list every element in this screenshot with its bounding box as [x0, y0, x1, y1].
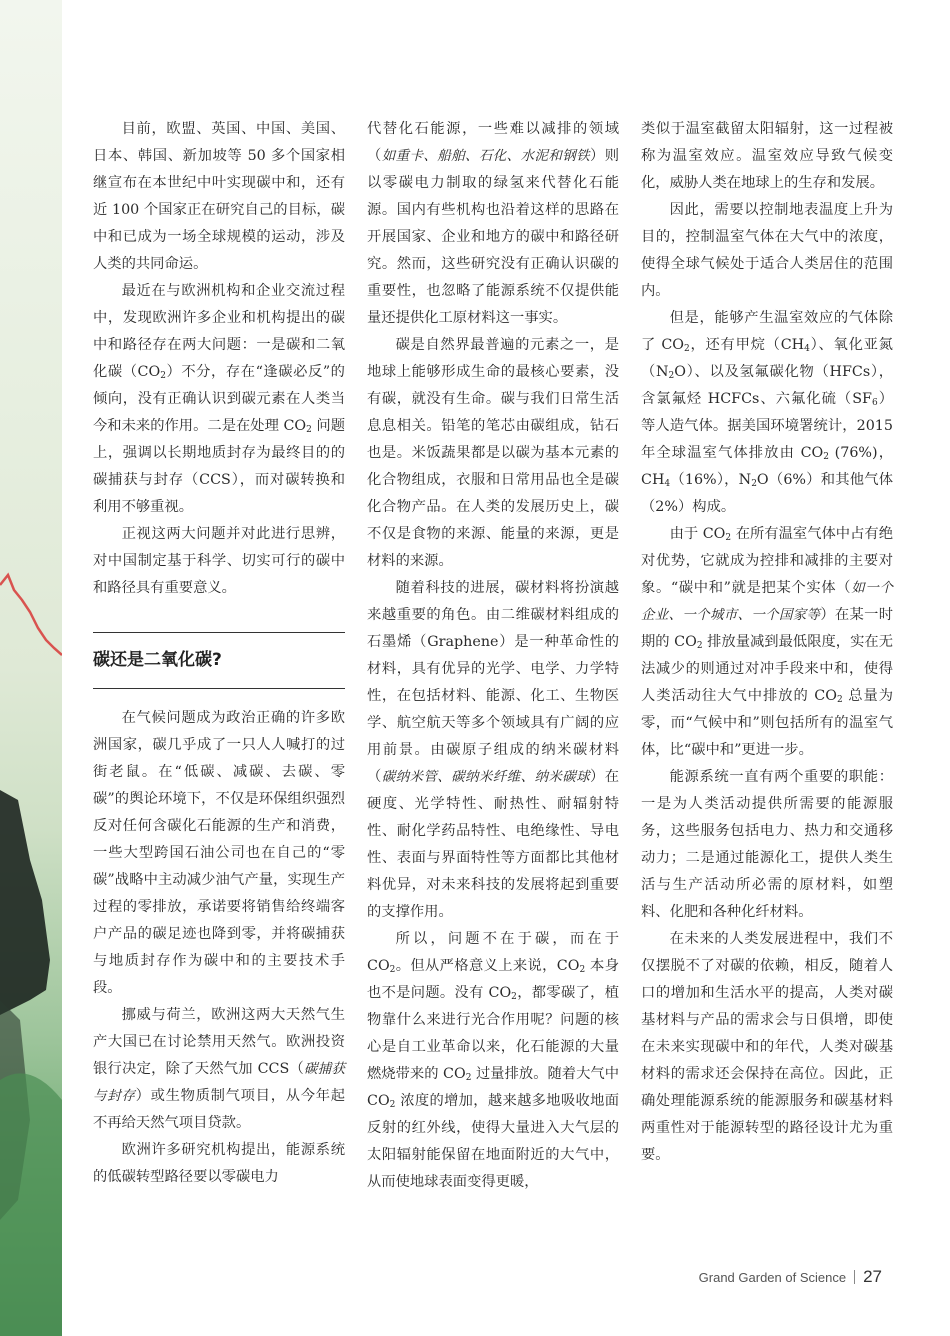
- paragraph: 在未来的人类发展进程中，我们不仅摆脱不了对碳的依赖，相反，随着人口的增加和生活水平的提高，人类对碳基材料与产品的需求会与日俱增，即使在未来实现碳中和的年代，人类对碳基材料的需求还会保持在高位。因此，正确处理能源系统的能源服务和碳基材料两重性对于能源转型的路径设计尤为重要。: [641, 931, 893, 1163]
- decorative-side-image: [0, 0, 62, 1336]
- chart-line-decoration: [0, 0, 62, 1336]
- page-number: 27: [863, 1267, 882, 1286]
- paragraph: 在气候问题成为政治正确的许多欧洲国家，碳几乎成了一只人人喊打的过街老鼠。在“低碳、减碳、去碳、零碳”的舆论环境下，不仅是环保组织强烈反对任何含碳化石能源的生产和消费，一些大型跨国石油公司也在自己的“零碳”战略中主动减少油气产量，实现生产过程的零排放，承诺要将销售给终端客户产品的碳足迹也降到零，并将碳捕获与地质封存作为碳中和的主要技术手段。: [93, 710, 345, 996]
- paragraph: 由于 $CO_2$ 在所有温室气体中占有绝对优势，它就成为控排和减排的主要对象。“碳中和”就是把某个实体（如一个企业、一个城市、一个国家等）在某一时期的 $CO_2$ 排放量减到最低限度，实在无法减少的则通过对冲手段来中和，使得人类活动往大气中排放的 $CO_2$ 总量为零，而“气候中和”则包括所有的温室气体，比“碳中和”更进一步。: [641, 526, 894, 758]
- paragraph: 能源系统一直有两个重要的职能：一是为人类活动提供所需要的能源服务，这些服务包括电力、热力和交通移动力；二是通过能源化工，提供人类生活与生产活动所必需的原材料，如塑料、化肥和各种化纤材料。: [641, 769, 893, 920]
- paragraph: 正视这两大问题并对此进行思辨，对中国制定基于科学、切实可行的碳中和路径具有重要意义。: [93, 526, 345, 596]
- paragraph: 目前，欧盟、英国、中国、美国、日本、韩国、新加坡等 50 多个国家相继宣布在本世纪中叶实现碳中和，还有近 100 个国家正在研究自己的目标，碳中和已成为一场全球规模的运动，涉及人类的共同命运。: [93, 121, 345, 272]
- paragraph: 随着科技的进展，碳材料将扮演越来越重要的角色。由二维碳材料组成的石墨烯（Graphene）是一种革命性的材料，具有优异的光学、电学、力学特性，在包括材料、能源、化工、生物医学、航空航天等多个领域具有广阔的应用前景。由碳原子组成的纳米碳材料（碳纳米管、碳纳米纤维、纳米碳球）在硬度、光学特性、耐热性、耐辐射特性、耐化学药品特性、电绝缘性、导电性、表面与界面特性等方面都比其他材料优异，对未来科技的发展将起到重要的支撑作用。: [367, 580, 620, 920]
- footer-separator: [854, 1270, 855, 1284]
- text-column-1: [93, 116, 345, 1191]
- paragraph: 挪威与荷兰，欧洲这两大天然气生产大国已在讨论禁用天然气。欧洲投资银行决定，除了天然气加 CCS（碳捕获与封存）或生物质制气项目，从今年起不再给天然气项目贷款。: [93, 1007, 346, 1131]
- section-title: 碳还是二氧化碳?: [93, 650, 222, 670]
- paragraph: 所以，问题不在于碳，而在于 $CO_2$。但从严格意义上来说，$CO_2$ 本身也不是问题。没有 $CO_2$，都零碳了，植物靠什么来进行光合作用呢？问题的核心是自工业革命以来，化石能源的大量燃烧带来的 $CO_2$ 过量排放。随着大气中 $CO_2$ 浓度的增加，越来越多地吸收地面反射的红外线，使得大量进入大气层的太阳辐射能保留在地面附近的大气中，从而使地球表面变得更暖，: [367, 931, 619, 1190]
- paragraph: 代替化石能源，一些难以减排的领域（如重卡、船舶、石化、水泥和钢铁）则以零碳电力制取的绿氢来代替化石能源。国内有些机构也沿着这样的思路在开展国家、企业和地方的碳中和路径研究。然而，这些研究没有正确认识碳的重要性，也忽略了能源系统不仅提供能量还提供化工原材料这一事实。: [367, 121, 620, 326]
- paragraph: 但是，能够产生温室效应的气体除了 $CO_2$，还有甲烷$(CH_4)$、氧化亚氮$(N_2O)$、以及氢氟碳化物（HFCs），含氯氟烃 HCFCs、六氟化硫$(SF_6)$等人造气体。据美国环境署统计，2015 年全球温室气体排放由 $CO_2$ (76%)，$CH_4(16\%)$，$N_2O(6\%)$和其他气体（2%）构成。: [641, 310, 893, 515]
- magazine-name: Grand Garden of Science: [698, 1269, 847, 1285]
- text-column-3: [641, 116, 893, 1169]
- paragraph: 最近在与欧洲机构和企业交流过程中，发现欧洲许多企业和机构提出的碳中和路径存在两大问题：一是碳和二氧化碳$(CO_2)$不分，存在“逢碳必反”的倾向，没有正确认识到碳元素在人类当今和未来的作用。二是在处理 $CO_2$ 问题上，强调以长期地质封存为最终目的的碳捕获与封存（CCS），而对碳转换和利用不够重视。: [93, 283, 345, 515]
- text-column-2: [367, 116, 619, 1196]
- paragraph: 类似于温室截留太阳辐射，这一过程被称为温室效应。温室效应导致气候变化，威胁人类在地球上的生存和发展。: [641, 121, 893, 191]
- section-heading-block: [93, 632, 345, 689]
- page-footer: [699, 1267, 882, 1287]
- divider: [93, 688, 345, 689]
- paragraph: 因此，需要以控制地表温度上升为目的，控制温室气体在大气中的浓度，使得全球气候处于适合人类居住的范围内。: [641, 202, 893, 299]
- paragraph: 欧洲许多研究机构提出，能源系统的低碳转型路径要以零碳电力: [93, 1142, 345, 1185]
- paragraph: 碳是自然界最普遍的元素之一，是地球上能够形成生命的最核心要素，没有碳，就没有生命。碳与我们日常生活息息相关。铅笔的笔芯由碳组成，钻石也是。米饭蔬果都是以碳为基本元素的化合物组成，衣服和日常用品也全是碳化合物产品。在人类的发展历史上，碳不仅是食物的来源、能量的来源，更是材料的来源。: [367, 337, 619, 569]
